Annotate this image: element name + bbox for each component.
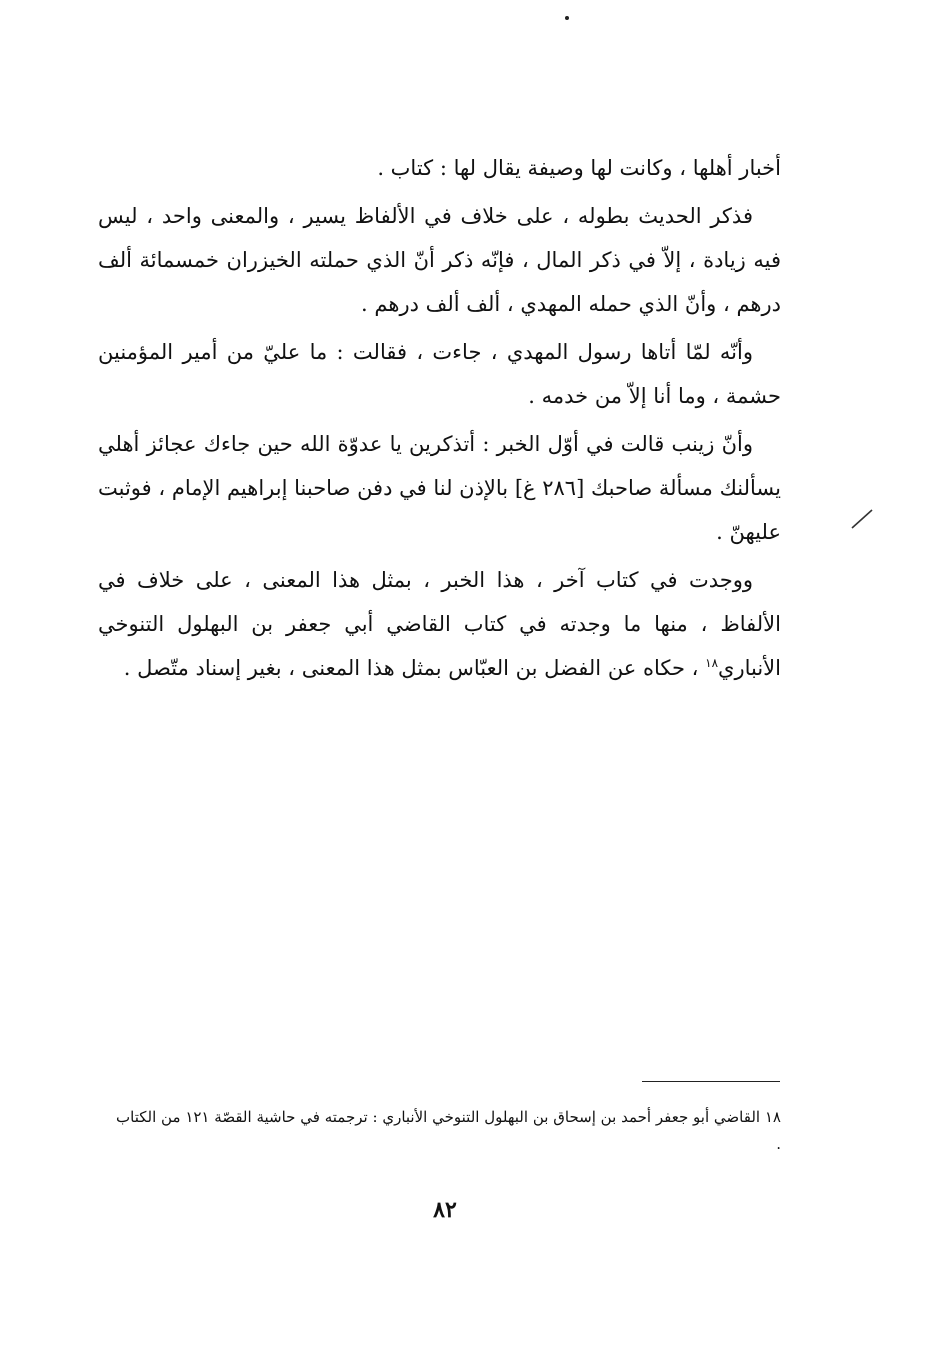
paragraph-1: أخبار أهلها ، وكانت لها وصيفة يقال لها : كتاب .	[377, 156, 781, 180]
paragraph-3: وأنّه لمّا أتاها رسول المهدي ، جاءت ، فقالت : ما عليّ من أمير المؤمنين حشمة ، وما أنا إلاّ من خدمه .	[98, 340, 781, 408]
footnote-separator	[642, 1081, 780, 1082]
paragraph-2: فذكر الحديث بطوله ، على خلاف في الألفاظ يسير ، والمعنى واحد ، ليس فيه زيادة ، إلاّ في ذكر المال ، فإنّه ذكر أنّ الذي حملته الخيزران خمسمائة ألف درهم ، وأنّ الذي حمله المهدي ، ألف ألف درهم .	[98, 204, 781, 316]
ink-dot	[565, 16, 569, 20]
paragraph-5-text: ووجدت في كتاب آخر ، هذا الخبر ، بمثل هذا المعنى ، على خلاف في الألفاظ ، منها ما وجدته في كتاب القاضي أبي جعفر بن البهلول التنوخي الأنباري	[98, 568, 781, 680]
paragraph-5	[98, 558, 781, 690]
body-text	[98, 146, 781, 694]
margin-pen-mark	[848, 504, 878, 534]
footnote-ref-marker: ١٨	[705, 656, 719, 670]
footnote: ١٨ القاضي أبو جعفر أحمد بن إسحاق بن البهلول التنوخي الأنباري : ترجمته في حاشية القصّة ١٢١ من الكتاب .	[116, 1108, 781, 1153]
page-number: ٨٢	[433, 1197, 457, 1223]
paragraph-5-text-end: ، حكاه عن الفضل بن العبّاس بمثل هذا المعنى ، بغير إسناد متّصل .	[123, 656, 706, 680]
paragraph-4: وأنّ زينب قالت في أوّل الخبر : أتذكرين يا عدوّة الله حين جاءك عجائز أهلي يسألنك مسألة صاحبك [٢٨٦ غ] بالإذن لنا في دفن صاحبنا إبراهيم الإمام ، فوثبت عليهنّ .	[98, 432, 781, 544]
